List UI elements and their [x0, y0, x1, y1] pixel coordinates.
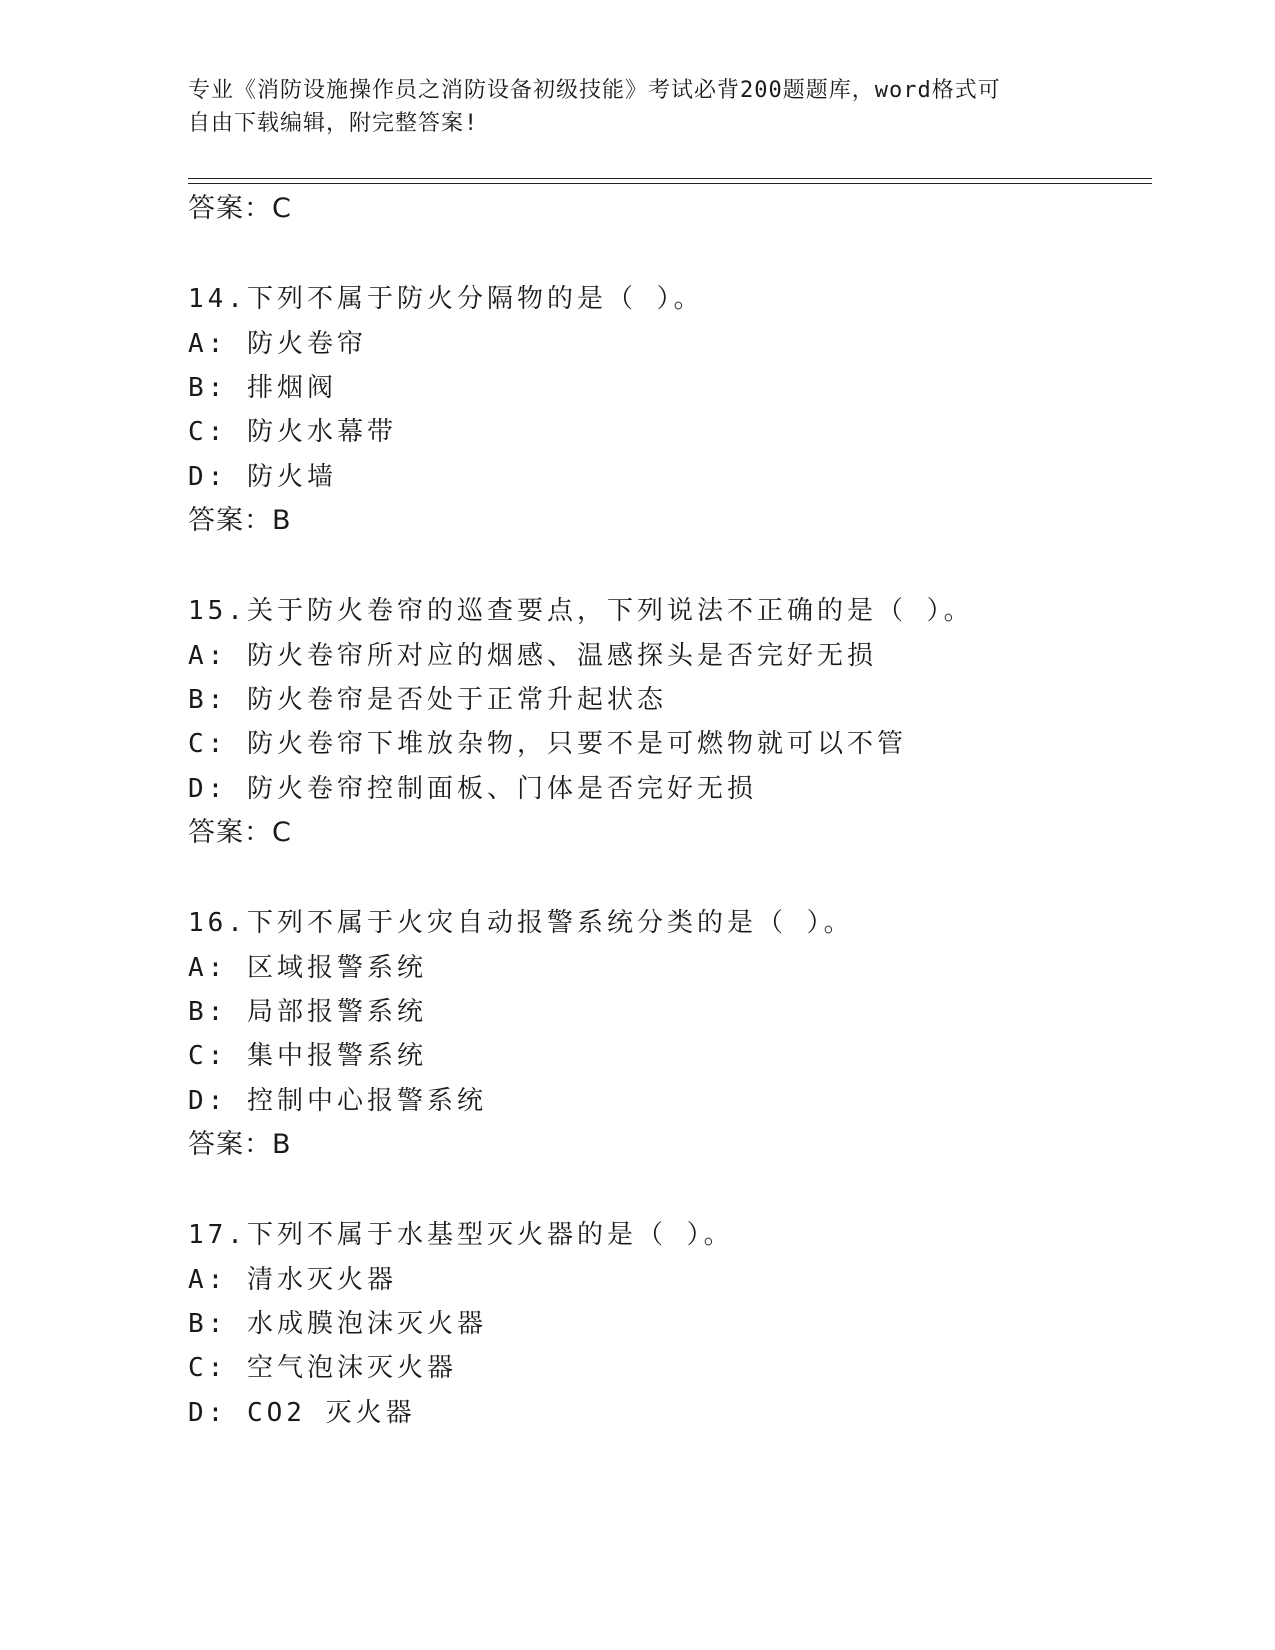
option-d: D: 防火卷帘控制面板、门体是否完好无损	[188, 774, 757, 804]
question-stem: 17.下列不属于水基型灭火器的是（ ）。	[188, 1220, 734, 1250]
answer-line: 答案：C	[188, 193, 292, 224]
header-line-1: 专业《消防设施操作员之消防设备初级技能》考试必背200题题库，word格式可	[188, 78, 1001, 103]
option-a: A: 防火卷帘	[188, 329, 367, 359]
option-a: A: 区域报警系统	[188, 953, 427, 983]
option-d: D: CO2 灭火器	[188, 1398, 416, 1428]
option-d: D: 控制中心报警系统	[188, 1086, 487, 1116]
answer-line: 答案：B	[188, 505, 292, 536]
question-stem: 16.下列不属于火灾自动报警系统分类的是（ ）。	[188, 908, 854, 938]
answer-line: 答案：C	[188, 817, 292, 848]
answer-line: 答案：B	[188, 1129, 292, 1160]
option-c: C: 防火水幕带	[188, 417, 397, 447]
header-rule-top	[188, 178, 1152, 179]
option-b: B: 防火卷帘是否处于正常升起状态	[188, 685, 667, 715]
header-line-2: 自由下载编辑，附完整答案!	[188, 111, 479, 136]
option-d: D: 防火墙	[188, 462, 337, 492]
question-stem: 14.下列不属于防火分隔物的是（ ）。	[188, 284, 704, 314]
option-b: B: 局部报警系统	[188, 997, 427, 1027]
option-b: B: 排烟阀	[188, 373, 337, 403]
option-b: B: 水成膜泡沫灭火器	[188, 1309, 487, 1339]
option-c: C: 空气泡沫灭火器	[188, 1353, 457, 1383]
header-rule-bottom	[188, 183, 1152, 184]
option-c: C: 防火卷帘下堆放杂物，只要不是可燃物就可以不管	[188, 729, 907, 759]
option-c: C: 集中报警系统	[188, 1041, 427, 1071]
option-a: A: 防火卷帘所对应的烟感、温感探头是否完好无损	[188, 641, 877, 671]
document-header	[188, 74, 1088, 140]
question-stem: 15.关于防火卷帘的巡查要点，下列说法不正确的是（ ）。	[188, 596, 974, 626]
option-a: A: 清水灭火器	[188, 1265, 397, 1295]
